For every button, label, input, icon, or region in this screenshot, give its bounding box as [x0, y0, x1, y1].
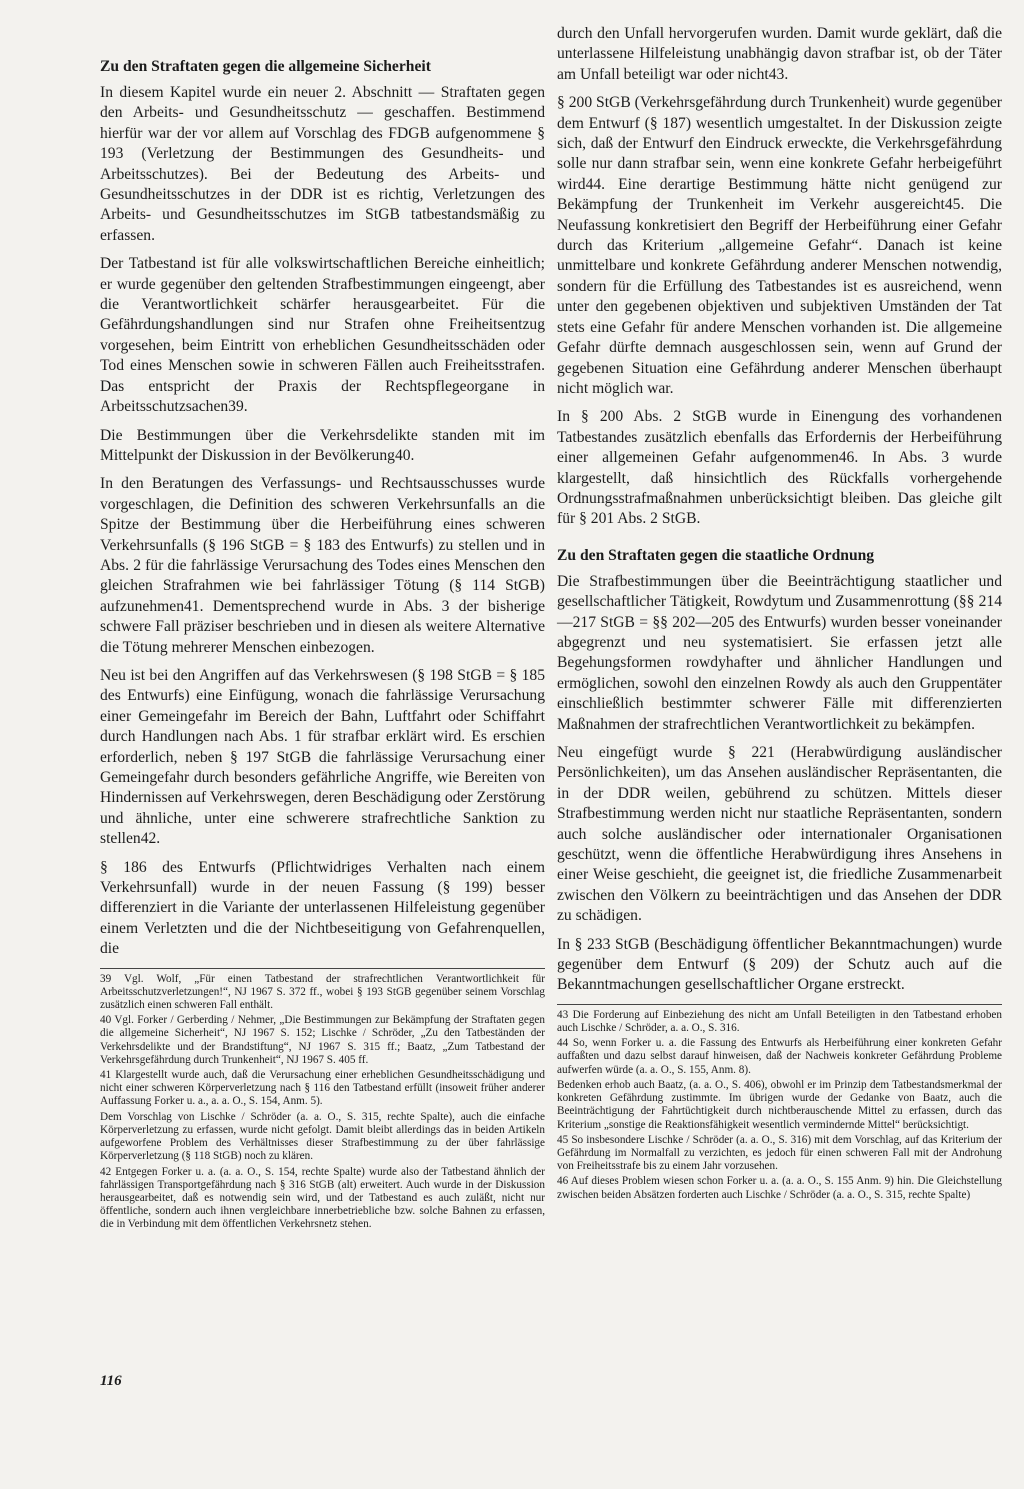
footnote-divider: [100, 968, 545, 969]
paragraph: durch den Unfall hervorgerufen wurden. Damit wurde geklärt, daß die unterlassene Hilfeleistung unabhängig davon strafbar ist, ob der Täter am Unfall beteiligt war oder nicht43.: [557, 25, 1002, 83]
footnote: Dem Vorschlag von Lischke / Schröder (a. a. O., S. 315, rechte Spalte), auch die einfache Körperverletzung zu erfassen, wurde nicht gefolgt. Damit bleibt allerdings das in beiden Artikeln aufgeworfene Problem des Verhältnisses dieser Strafbestimmung zu der über fahrlässige Körperverletzung (§ 118 StGB) noch zu klären.: [100, 1110, 545, 1163]
left-column: [100, 55, 545, 1234]
paragraph: In diesem Kapitel wurde ein neuer 2. Abschnitt — Straftaten gegen den Arbeits- und Gesundheitsschutz — geschaffen. Bestimmend hierfür war der vor allem auf Vorschlag des FDGB aufgenommene § 193 (Verletzung der Bestimmungen des Gesundheits- und Arbeitsschutzes). Bei der Bedeutung des Arbeits- und Gesundheitsschutzes in der DDR ist es richtig, Verletzungen des Arbeits- und Gesundheitsschutzes im StGB tatbestandsmäßig zu erfassen.: [100, 84, 545, 244]
footnote: 41 Klargestellt wurde auch, daß die Verursachung einer erheblichen Gesundheitsschädigung und nicht einer schweren Körperverletzung nach § 116 den Tatbestand erfüllt (insoweit früher anderer Auffassung Forker u. a., a. a. O., S. 154, Anm. 5).: [100, 1069, 545, 1108]
right-column: [557, 24, 1002, 1204]
footnote-divider: [557, 1004, 1002, 1005]
page-number: 116: [100, 1373, 122, 1389]
section-heading: Zu den Straftaten gegen die staatliche Ordnung: [557, 546, 875, 564]
footnote: 44 So, wenn Forker u. a. die Fassung des Entwurfs als Herbeiführung einer konkreten Gefahr auffaßten und dazu selbst darauf hinweisen, daß der Nachweis konkreter Gefährdung Probleme aufwerfen würde (a. a. O., S. 155, Anm. 8).: [557, 1037, 1002, 1076]
paragraph: Die Strafbestimmungen über die Beeinträchtigung staatlicher und gesellschaftlicher Tätigkeit, Rowdytum und Zusammenrottung (§§ 214—217 StGB = §§ 202—205 des Entwurfs) wurden besser voneinander abgegrenzt und neu systematisiert. Sie erfassen jetzt alle Begehungsformen rowdyhafter und ähnlicher Handlungen und ermöglichen, sowohl den einzelnen Rowdy als auch den Gruppentäter einschließlich bestimmter schwerer Fälle mit differenzierten Maßnahmen der strafrechtlichen Verantwortlichkeit zu bekämpfen.: [557, 572, 1002, 733]
paragraph: In § 200 Abs. 2 StGB wurde in Einengung des vorhandenen Tatbestandes zusätzlich ebenfalls das Erfordernis der Herbeiführung einer allgemeinen Gefahr aufgenommen46. In Abs. 3 wurde klargestellt, daß hinsichtlich des Rückfalls vorhergehende Ordnungsstrafmaßnahmen unberücksichtigt bleiben. Das gleiche gilt für § 201 Abs. 2 StGB.: [557, 408, 1002, 528]
paragraph: Die Bestimmungen über die Verkehrsdelikte standen mit im Mittelpunkt der Diskussion in der Bevölkerung40.: [100, 426, 545, 464]
footnote: 46 Auf dieses Problem wiesen schon Forker u. a. (a. a. O., S. 155 Anm. 9) hin. Die Gleichstellung zwischen beiden Absätzen forderten auch Lischke / Schröder (a. a. O., S. 315, rechte Spalte): [557, 1175, 1002, 1201]
footnote: 45 So insbesondere Lischke / Schröder (a. a. O., S. 316) mit dem Vorschlag, auf das Kriterium der Gefährdung im Normalfall zu verzichten, es jedoch für einen schweren Fall mit der Androhung von Freiheitsstrafe bis zu einem Jahr vorzusehen.: [557, 1133, 1002, 1173]
footnote: 39 Vgl. Wolf, „Für einen Tatbestand der strafrechtlichen Verantwortlichkeit für Arbeitsschutzverletzungen!“, NJ 1967 S. 372 ff., wobei § 193 StGB gegenüber seinem Vorschlag zusätzlich einen schweren Fall enthält.: [100, 972, 545, 1012]
section-heading: Zu den Straftaten gegen die allgemeine Sicherheit: [100, 58, 431, 75]
paragraph: In § 233 StGB (Beschädigung öffentlicher Bekanntmachungen) wurde gegenüber dem Entwurf (§ 209) der Schutz auch auf die Bekanntmachungen gesellschaftlicher Organe erstreckt.: [557, 935, 1002, 994]
paragraph: § 200 StGB (Verkehrsgefährdung durch Trunkenheit) wurde gegenüber dem Entwurf (§ 187) wesentlich umgestaltet. In der Diskussion zeigte sich, daß der Entwurf den Eindruck erweckte, die Verkehrsgefährdung solle nur dann strafbar sein, wenn eine konkrete Gefahr herbeigeführt wird44. Eine derartige Bestimmung hätte nicht genügend zur Bekämpfung der Trunkenheit im Verkehr ausgereicht45. Die Neufassung konkretisiert den Begriff der Herbeiführung einer Gefahr durch das Kriterium „allgemeine Gefahr“. Danach ist keine unmittelbare und konkrete Gefährdung anderer Menschen notwendig, sondern für die Erfüllung des Tatbestandes ist es ausreichend, wenn unter den gegebenen objektiven und subjektiven Umständen der Tat stets eine Gefahr für andere Menschen vorhanden ist. Die allgemeine Gefahr dürfte demnach ausgeschlossen sein, wenn auf Grund der gegebenen Situation eine Gefährdung anderer Menschen überhaupt nicht möglich war.: [557, 94, 1002, 397]
footnote: Bedenken erhob auch Baatz, (a. a. O., S. 406), obwohl er im Prinzip dem Tatbestandsmerkmal der konkreten Gefährdung zustimmte. Im übrigen wurde der Gedanke von Baatz, auch die Beeinträchtigung der Fahrtüchtigkeit durch nichtberauschende Mittel zu erfassen, durch das Kriterium „sonstige die Reaktionsfähigkeit wesentlich vermindernde Mittel“ berücksichtigt.: [557, 1078, 1002, 1131]
footnote: 42 Entgegen Forker u. a. (a. a. O., S. 154, rechte Spalte) wurde also der Tatbestand ähnlich der fahrlässigen Transportgefährdung nach § 316 StGB (alt) erweitert. Auch wurde in der Diskussion herausgearbeitet, daß es notwendig sein wird, und der Tatbestand es auch zuläßt, nicht nur öffentliche, sondern auch ihnen vergleichbare innerbetriebliche bzw. solche Bahnen zu erfassen, die in Verbindung mit dem öffentlichen Verkehrsnetz stehen.: [100, 1165, 545, 1231]
paragraph: In den Beratungen des Verfassungs- und Rechtsausschusses wurde vorgeschlagen, die Definition des schweren Verkehrsunfalls an die Spitze der Bestimmung über die Herbeiführung eines schweren Verkehrsunfalls (§ 196 StGB = § 183 des Entwurfs) zu stellen und in Abs. 2 für die fahrlässige Verursachung des Todes eines Menschen den gleichen Strafrahmen wie bei fahrlässiger Tötung (§ 114 StGB) aufzunehmen41. Dementsprechend wurde in Abs. 3 der bisherige schwere Fall präziser beschrieben und in diesen als weitere Alternative die Tötung mehrerer Menschen einbezogen.: [100, 475, 545, 656]
footnote: 40 Vgl. Forker / Gerberding / Nehmer, „Die Bestimmungen zur Bekämpfung der Straftaten gegen die allgemeine Sicherheit“, NJ 1967 S. 152; Lischke / Schröder, „Zu den Tatbeständen der Verkehrsdelikte und der Brandstiftung“, NJ 1967 S. 315 ff.; Baatz, „Zum Tatbestand der Verkehrsgefährdung durch Trunkenheit“, NJ 1967 S. 405 ff.: [100, 1014, 545, 1066]
paragraph: Neu ist bei den Angriffen auf das Verkehrswesen (§ 198 StGB = § 185 des Entwurfs) eine Einfügung, wonach die fahrlässige Verursachung einer Gemeingefahr im Bereich der Bahn, Luftfahrt oder Schiffahrt durch Handlungen nach Abs. 1 für strafbar erklärt wird. Es erschien erforderlich, neben § 197 StGB die fahrlässige Verursachung einer Gemeingefahr durch besonders gefährliche Angriffe, wie Bereiten von Hindernissen auf Verkehrswegen, deren Beschädigung oder Zerstörung und ähnliche, unter eine schwerere strafrechtliche Sanktion zu stellen42.: [100, 666, 545, 848]
paragraph: Der Tatbestand ist für alle volkswirtschaftlichen Bereiche einheitlich; er wurde gegenüber den geltenden Strafbestimmungen eingeengt, aber die Verantwortlichkeit schärfer herausgearbeitet. Für die Gefährdungshandlungen sind nur Strafen ohne Freiheitsentzug vorgesehen, beim Eintritt von erheblichen Gesundheitsschäden oder Tod eines Menschen sowie in schweren Fällen auch Freiheitsstrafen. Das entspricht der Praxis der Rechtspflegeorgane in Arbeitsschutzsachen39.: [100, 255, 545, 416]
paragraph: Neu eingefügt wurde § 221 (Herabwürdigung ausländischer Persönlichkeiten), um das Ansehen ausländischer Repräsentanten, die in der DDR weilen, gebührend zu schützen. Mittels dieser Strafbestimmung werden nicht nur staatliche Repräsentanten, sondern auch solche ausländischer oder internationaler Organisationen geschützt, wenn die öffentliche Herabwürdigung ihres Ansehens in einer Weise geschieht, die geeignet ist, die friedliche Zusammenarbeit zwischen den Völkern zu beeinträchtigen und das Ansehen der DDR zu schädigen.: [557, 744, 1002, 925]
footnote: 43 Die Forderung auf Einbeziehung des nicht am Unfall Beteiligten in den Tatbestand erhoben auch Lischke / Schröder, a. a. O., S. 316.: [557, 1008, 1002, 1035]
paragraph: § 186 des Entwurfs (Pflichtwidriges Verhalten nach einem Verkehrsunfall) wurde in der neuen Fassung (§ 199) besser differenziert in die Variante der unterlassenen Hilfeleistung gegenüber einem Verletzten und die der Nichtbeseitigung von Gefahrenquellen, die: [100, 858, 545, 958]
